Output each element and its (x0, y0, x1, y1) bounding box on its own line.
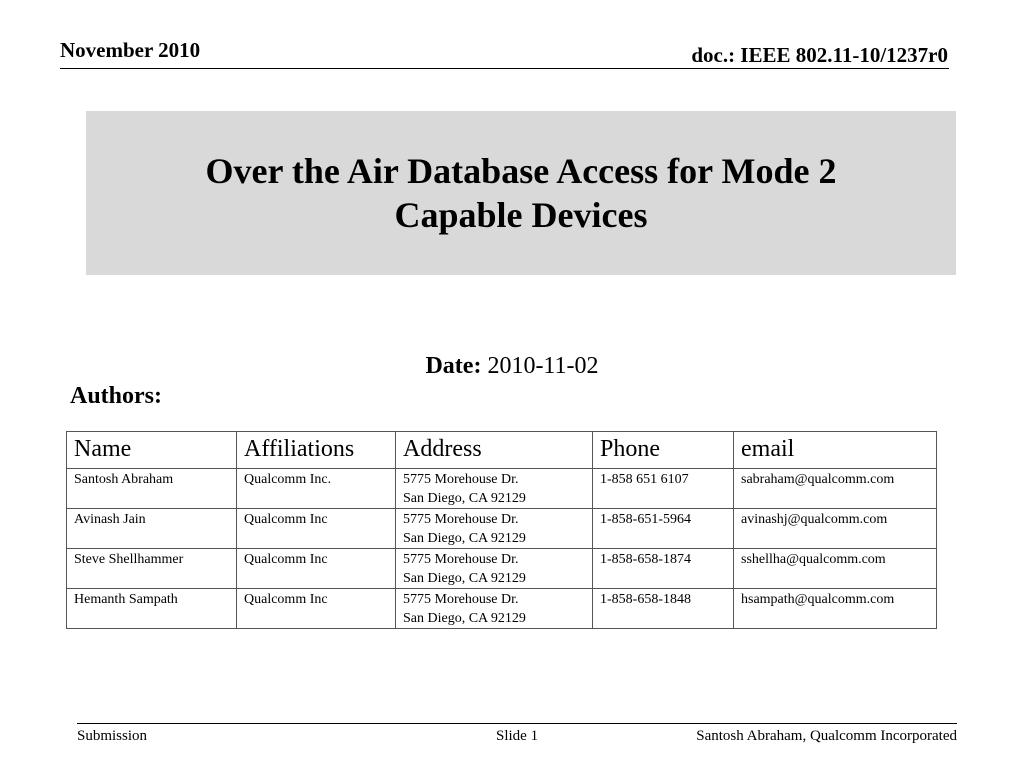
header-rule (60, 68, 949, 69)
author-address (396, 469, 593, 509)
footer-slide-number: Slide 1 (496, 728, 539, 744)
author-affiliation: Qualcomm Inc (237, 509, 396, 549)
table-header-row (67, 432, 937, 469)
column-header: Name (67, 432, 237, 469)
column-header: Affiliations (237, 432, 396, 469)
author-name: Hemanth Sampath (67, 589, 237, 629)
author-email: sabraham@qualcomm.com (734, 469, 937, 509)
author-name: Avinash Jain (67, 509, 237, 549)
author-phone: 1-858-658-1848 (593, 589, 734, 629)
date-value: 2010-11-02 (481, 353, 599, 379)
slide-title: Over the Air Database Access for Mode 2 Capable Devices (205, 151, 837, 235)
title-box (86, 111, 956, 275)
author-affiliation: Qualcomm Inc (237, 549, 396, 589)
author-address (396, 589, 593, 629)
author-name: Steve Shellhammer (67, 549, 237, 589)
author-phone: 1-858-651-5964 (593, 509, 734, 549)
authors-table (66, 431, 937, 629)
footer-submission: Submission (77, 728, 148, 744)
table-row (67, 549, 937, 589)
address-line: San Diego, CA 92129 (403, 571, 526, 586)
column-header: Address (396, 432, 593, 469)
author-phone: 1-858-658-1874 (593, 549, 734, 589)
header-doc-number: doc.: IEEE 802.11-10/1237r0 (691, 43, 948, 67)
table-row (67, 589, 937, 629)
author-email: hsampath@qualcomm.com (734, 589, 937, 629)
author-name: Santosh Abraham (67, 469, 237, 509)
header-date: November 2010 (60, 38, 201, 62)
column-header: email (734, 432, 937, 469)
author-email: sshellha@qualcomm.com (734, 549, 937, 589)
address-line: 5775 Morehouse Dr. (403, 512, 519, 527)
table-row (67, 469, 937, 509)
date-label: Date: (425, 353, 482, 379)
address-line: San Diego, CA 92129 (403, 531, 526, 546)
address-line: 5775 Morehouse Dr. (403, 552, 519, 567)
footer-rule (77, 723, 957, 724)
author-email: avinashj@qualcomm.com (734, 509, 937, 549)
author-address (396, 509, 593, 549)
author-affiliation: Qualcomm Inc (237, 589, 396, 629)
address-line: 5775 Morehouse Dr. (403, 592, 519, 607)
author-affiliation: Qualcomm Inc. (237, 469, 396, 509)
footer-author: Santosh Abraham, Qualcomm Incorporated (696, 728, 957, 744)
address-line: 5775 Morehouse Dr. (403, 472, 519, 487)
author-address (396, 549, 593, 589)
column-header: Phone (593, 432, 734, 469)
author-phone: 1-858 651 6107 (593, 469, 734, 509)
address-line: San Diego, CA 92129 (403, 491, 526, 506)
authors-label: Authors: (70, 383, 163, 409)
table-row (67, 509, 937, 549)
date-line (0, 353, 1024, 380)
address-line: San Diego, CA 92129 (403, 611, 526, 626)
